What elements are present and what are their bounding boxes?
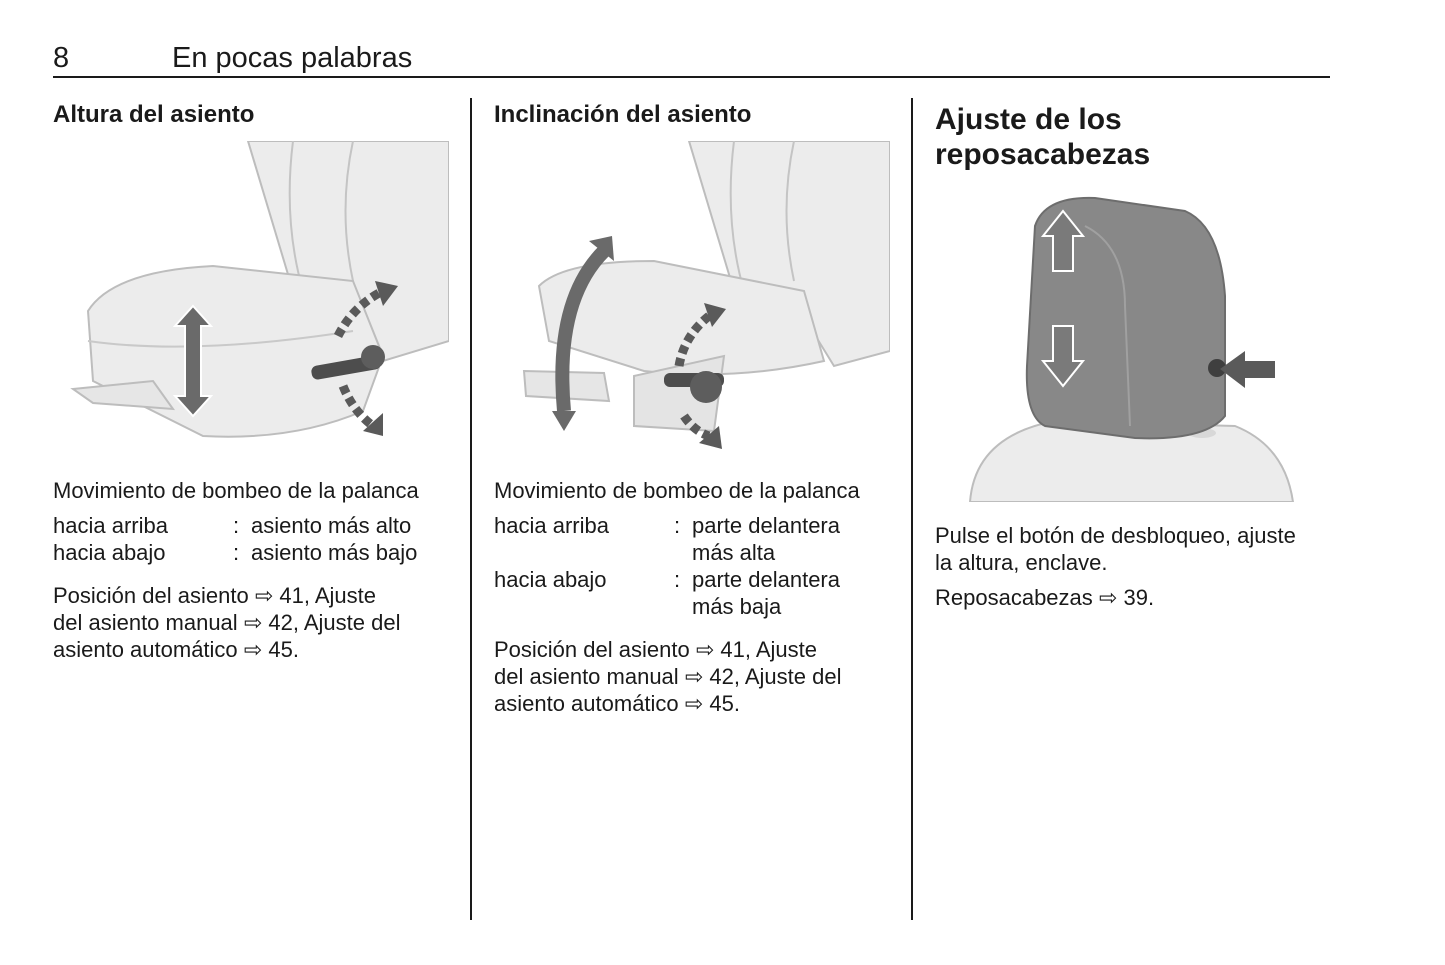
cross-references — [494, 636, 892, 717]
ref-text: Posición del asiento — [53, 583, 249, 608]
section-head-restraints — [935, 96, 1330, 611]
ref-link[interactable]: 45. — [268, 637, 299, 662]
separator: : — [233, 540, 240, 565]
ref-link[interactable]: 42, Ajuste del — [709, 664, 842, 689]
heading-line: reposacabezas — [935, 138, 1151, 171]
ref-link[interactable]: 41, Ajuste — [720, 637, 818, 662]
section-seat-height — [53, 96, 451, 663]
description: asiento más alto — [251, 513, 412, 538]
term: hacia abajo — [494, 567, 607, 592]
description-line: más alta — [692, 540, 776, 565]
reference-arrow-icon[interactable]: ⇨ — [254, 583, 274, 608]
seat-height-illustration — [53, 141, 449, 457]
ref-text: asiento automático — [494, 691, 679, 716]
ref-text: asiento automático — [53, 637, 238, 662]
ref-link[interactable]: 39. — [1123, 585, 1155, 610]
page-number: 8 — [53, 42, 70, 74]
cross-reference — [935, 584, 1330, 611]
page-title: En pocas palabras — [172, 42, 413, 74]
ref-text: del asiento manual — [53, 610, 238, 635]
ref-link[interactable]: 45. — [709, 691, 740, 716]
description-line: más baja — [692, 594, 782, 619]
seat-tilt-illustration — [494, 141, 890, 457]
section-seat-tilt — [494, 96, 892, 717]
description: asiento más bajo — [251, 540, 418, 565]
ref-link[interactable]: 42, Ajuste del — [268, 610, 401, 635]
definition-table — [494, 512, 892, 620]
caption: Movimiento de bombeo de la palanca — [53, 478, 419, 503]
term: hacia arriba — [494, 513, 609, 538]
page-header — [53, 40, 1330, 78]
paragraph-line: Pulse el botón de desbloqueo, ajuste — [935, 523, 1296, 548]
ref-link[interactable]: 41, Ajuste — [279, 583, 377, 608]
separator: : — [233, 513, 240, 538]
term: hacia abajo — [53, 540, 166, 565]
separator: : — [674, 513, 681, 538]
description — [692, 512, 892, 566]
ref-text: Posición del asiento — [494, 637, 690, 662]
column-divider — [470, 98, 472, 920]
reference-arrow-icon[interactable]: ⇨ — [684, 664, 704, 689]
reference-arrow-icon[interactable]: ⇨ — [1098, 585, 1118, 610]
ref-text: Reposacabezas — [935, 585, 1093, 610]
reference-arrow-icon[interactable]: ⇨ — [684, 691, 704, 716]
cross-references — [53, 582, 451, 663]
head-restraint-illustration — [935, 186, 1330, 502]
instruction-paragraph — [935, 522, 1330, 576]
paragraph-line: la altura, enclave. — [935, 550, 1108, 575]
description-line: parte delantera — [692, 567, 840, 592]
section-heading: Altura del asiento — [53, 101, 255, 128]
section-heading: Inclinación del asiento — [494, 101, 752, 128]
separator: : — [674, 567, 681, 592]
section-heading — [935, 102, 1330, 172]
reference-arrow-icon[interactable]: ⇨ — [243, 637, 263, 662]
description-line: parte delantera — [692, 513, 840, 538]
ref-text: del asiento manual — [494, 664, 679, 689]
definition-table — [53, 512, 451, 566]
term: hacia arriba — [53, 513, 168, 538]
heading-line: Ajuste de los — [935, 103, 1122, 136]
column-divider — [911, 98, 913, 920]
caption: Movimiento de bombeo de la palanca — [494, 478, 860, 503]
description — [692, 566, 892, 620]
reference-arrow-icon[interactable]: ⇨ — [695, 637, 715, 662]
reference-arrow-icon[interactable]: ⇨ — [243, 610, 263, 635]
